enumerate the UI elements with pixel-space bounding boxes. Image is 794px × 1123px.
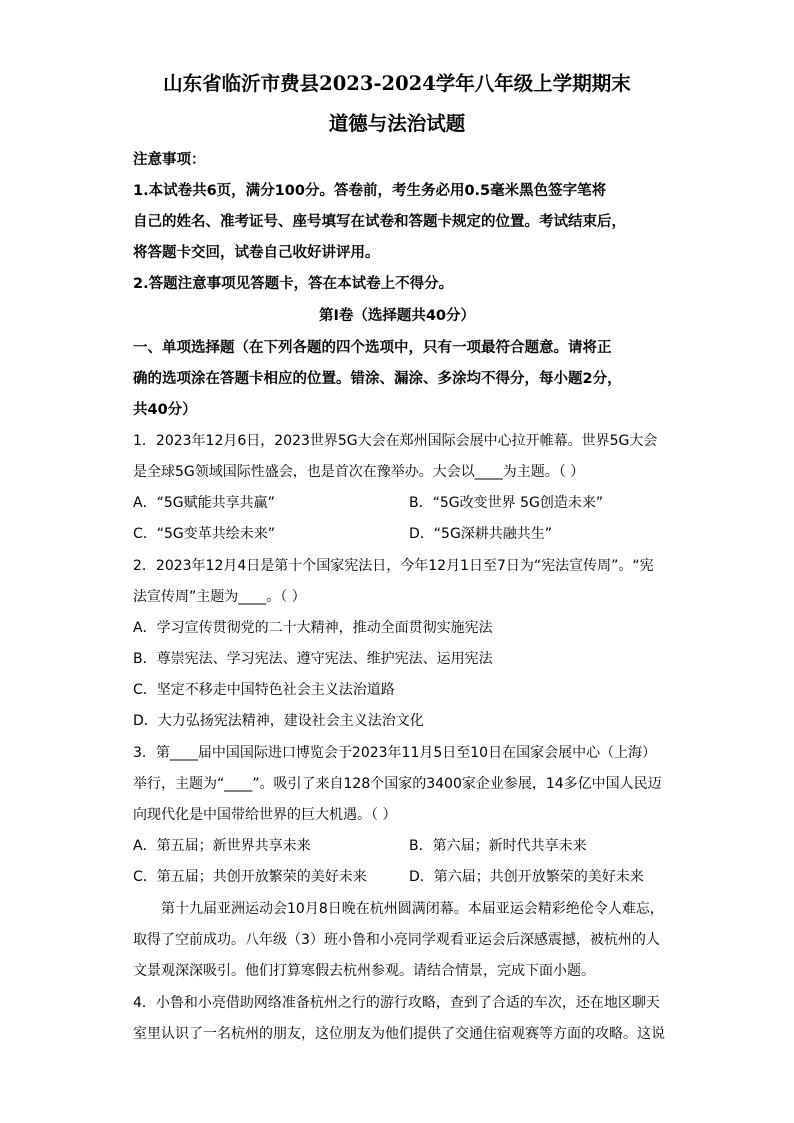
q1-option-d: D．“5G深耕共融共生” [409, 526, 553, 542]
exam-subtitle: 道德与法治试题 [328, 112, 466, 135]
notice-line-3: 将答题卡交回，试卷自己收好讲评用。 [133, 245, 380, 261]
q1-option-b: B．“5G改变世界 5G创造未来” [409, 495, 604, 511]
q3-option-a: A．第五届；新世界共享未来 [133, 838, 311, 854]
passage-line-2: 取得了空前成功。八年级（3）班小鲁和小亮同学观看亚运会后深感震撼，被杭州的人 [133, 932, 660, 948]
q3-option-d: D．第六届；共创开放繁荣的美好未来 [409, 869, 644, 885]
q1-option-c: C．“5G变革共绘未来” [133, 526, 276, 542]
section-instruction-1: 一、单项选择题（在下列各题的四个选项中，只有一项最符合题意。请将正 [133, 340, 612, 356]
q4-stem-line-1: 4．小鲁和小亮借助网络准备杭州之行的游行攻略，查到了合适的车次，还在地区聊天 [133, 995, 660, 1011]
passage-line-1: 第十九届亚洲运动会10月8日晚在杭州圆满闭幕。本届亚运会精彩绝伦令人难忘， [161, 901, 664, 917]
q1-stem-line-1: 1．2023年12月6日，2023世界5G大会在郑州国际会展中心拉开帷幕。世界5G大会 [133, 433, 658, 449]
section-instruction-3: 共40分） [133, 402, 197, 418]
notice-heading: 注意事项： [133, 152, 206, 168]
q3-stem-line-2: 举行，主题为“____”。吸引了来自128个国家的3400家企业参展，14多亿中国人民迈 [133, 776, 662, 792]
q2-option-a: A．学习宣传贯彻党的二十大精神，推动全面贯彻实施宪法 [133, 620, 493, 636]
notice-line-1: 1.本试卷共6页，满分100分。答卷前，考生务必用0.5毫米黑色签字笔将 [133, 183, 607, 199]
q3-option-c: C．第五届；共创开放繁荣的美好未来 [133, 869, 367, 885]
q2-option-c: C．坚定不移走中国特色社会主义法治道路 [133, 682, 395, 698]
section-instruction-2: 确的选项涂在答题卡相应的位置。错涂、漏涂、多涂均不得分，每小题2分， [133, 371, 622, 387]
q3-stem-line-1: 3．第____届中国国际进口博览会于2023年11月5日至10日在国家会展中心（上海） [133, 745, 657, 761]
q2-stem-line-2: 法宣传周”主题为____。（ ） [133, 589, 306, 605]
q2-stem-line-1: 2．2023年12月4日是第十个国家宪法日，今年12月1日至7日为“宪法宣传周”。“宪 [133, 558, 654, 574]
exam-title: 山东省临沂市费县2023-2024学年八年级上学期期末 [163, 72, 631, 95]
passage-line-3: 文景观深深吸引。他们打算寒假去杭州参观。请结合情景，完成下面小题。 [133, 963, 595, 979]
notice-line-2: 自己的姓名、准考证号、座号填写在试卷和答题卡规定的位置。考试结束后， [133, 214, 626, 230]
q3-option-b: B．第六届；新时代共享未来 [409, 838, 587, 854]
q1-stem-line-2: 是全球5G领域国际性盛会，也是首次在豫举办。大会以____为主题。（ ） [133, 464, 585, 480]
notice-line-4: 2.答题注意事项见答题卡，答在本试卷上不得分。 [133, 276, 454, 292]
q2-option-b: B．尊崇宪法、学习宪法、遵守宪法、维护宪法、运用宪法 [133, 651, 493, 667]
q1-option-a: A．“5G赋能共享共赢” [133, 495, 275, 511]
part-title: 第Ⅰ卷（选择题共40分） [318, 308, 476, 324]
q3-stem-line-3: 向现代化是中国带给世界的巨大机遇。（ ） [133, 807, 397, 823]
q4-stem-line-2: 室里认识了一名杭州的朋友，这位朋友为他们提供了交通住宿观赛等方面的攻略。这说 [133, 1026, 665, 1042]
q2-option-d: D．大力弘扬宪法精神，建设社会主义法治文化 [133, 713, 424, 729]
